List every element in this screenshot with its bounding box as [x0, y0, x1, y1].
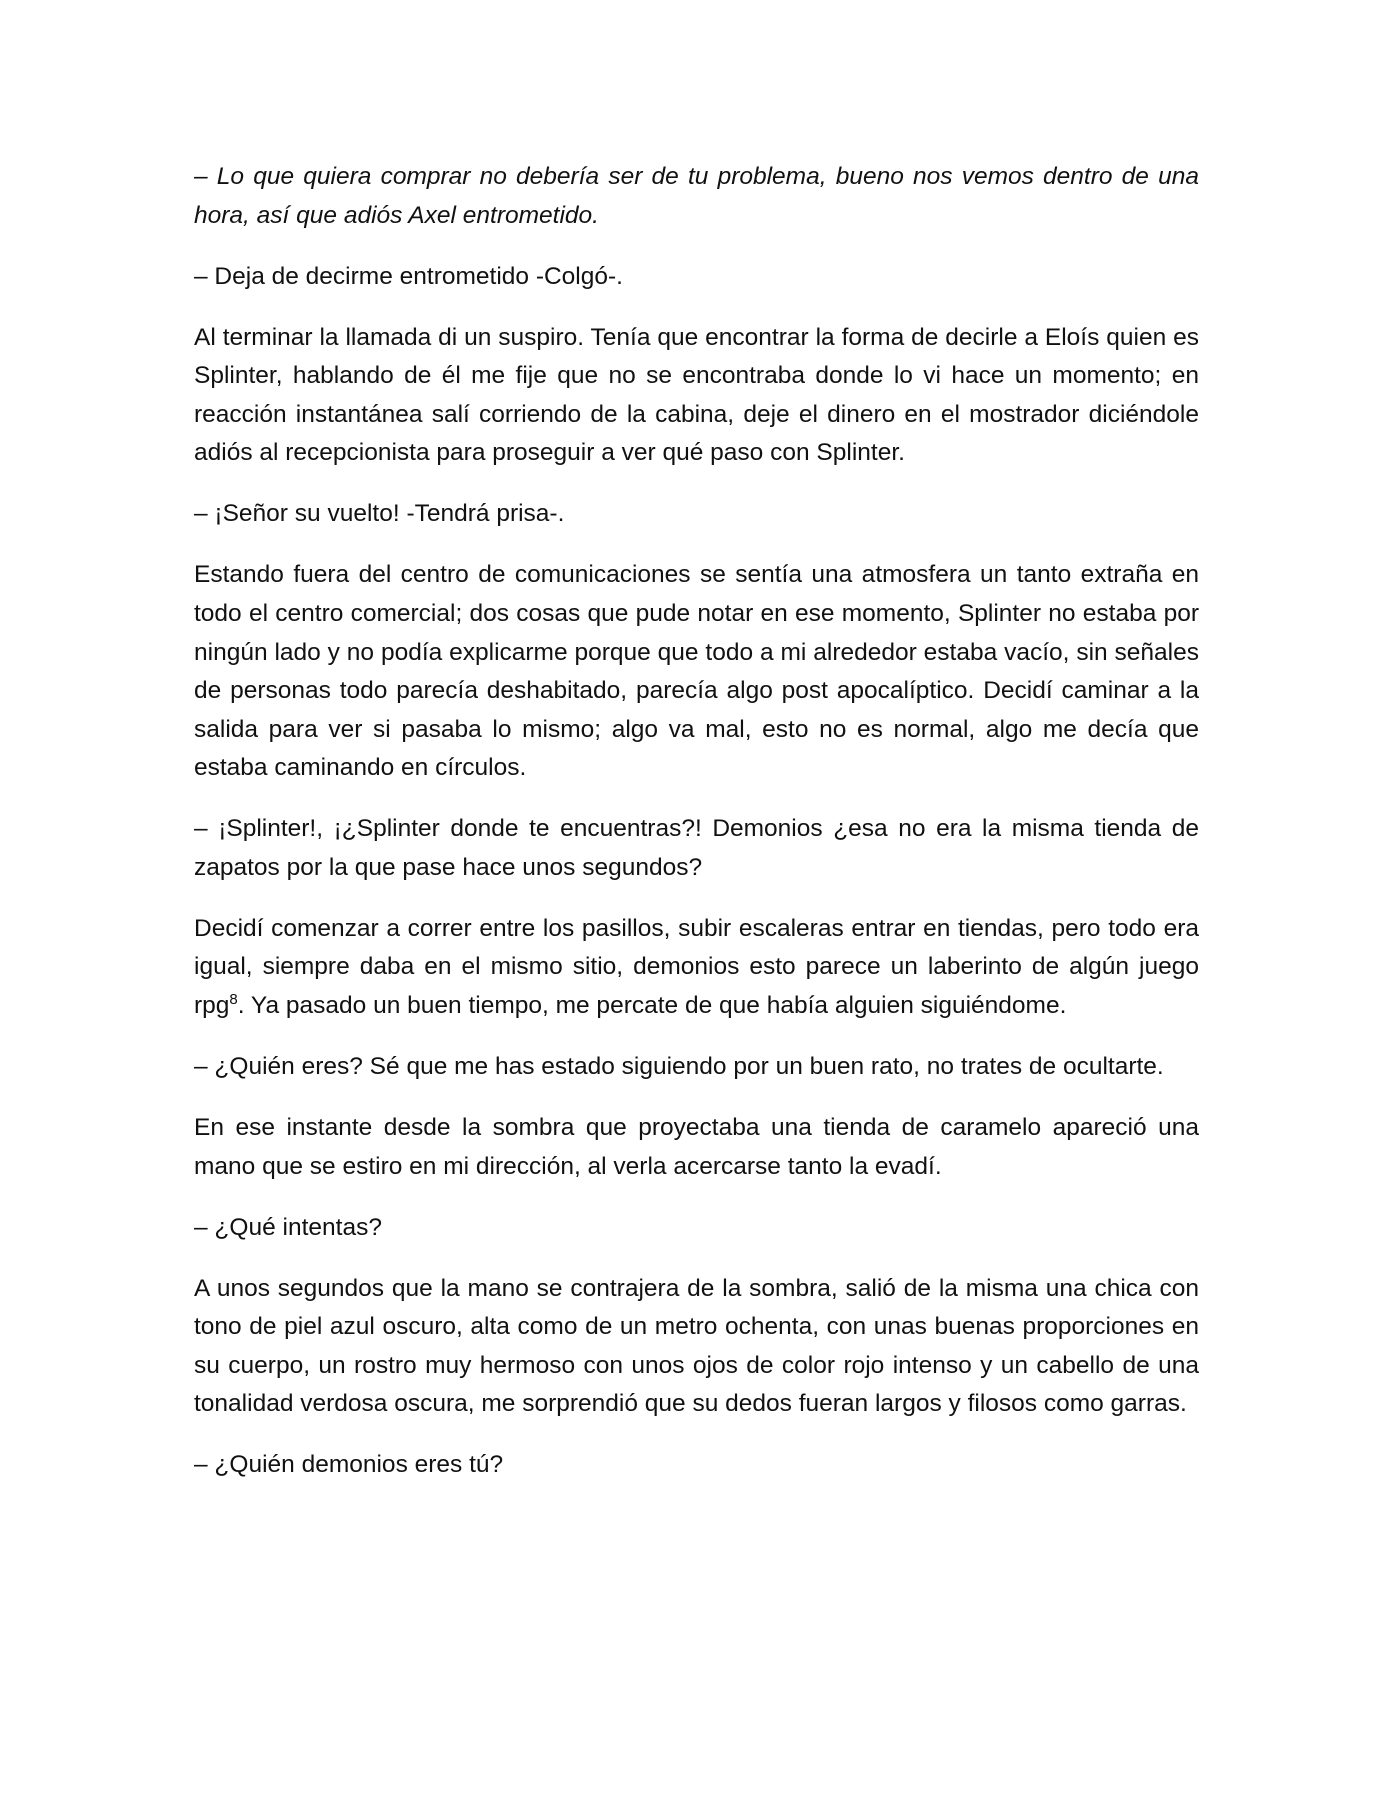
paragraph-narration: Al terminar la llamada di un suspiro. Tenía que encontrar la forma de decirle a Eloís quien es Splinter, hablando de él me fije que no se encontraba donde lo vi hace un momento; en reacción instantánea salí corriendo de la cabina, deje el dinero en el mostrador diciéndole adiós al recepcionista para proseguir a ver qué paso con Splinter. [194, 323, 1199, 467]
paragraph-text: . Ya pasado un buen tiempo, me percate de que había alguien siguiéndome. [237, 992, 1067, 1020]
paragraph-narration: En ese instante desde la sombra que proyectaba una tienda de caramelo apareció una mano que se estiro en mi dirección, al verla acercarse tanto la evadí. [194, 1114, 1199, 1180]
paragraph-narration: A unos segundos que la mano se contrajera de la sombra, salió de la misma una chica con tono de piel azul oscuro, alta como de un metro ochenta, con unas buenas proporciones en su cuerpo, un rostro muy hermoso con unos ojos de color rojo intenso y un cabello de una tonalidad verdosa oscura, me sorprendió que su dedos fueran largos y filosos como garras. [194, 1274, 1199, 1418]
paragraph-dialogue: – ¿Qué intentas? [194, 1213, 382, 1241]
paragraph-dialogue: – ¡Splinter!, ¡¿Splinter donde te encuentras?! Demonios ¿esa no era la misma tienda de zapatos por la que pase hace unos segundos? [194, 815, 1199, 881]
paragraph-dialogue: – Deja de decirme entrometido -Colgó-. [194, 262, 623, 290]
paragraph-dialogue: – ¿Quién eres? Sé que me has estado siguiendo por un buen rato, no trates de ocultarte. [194, 1053, 1164, 1081]
paragraph-narration [194, 910, 1199, 1026]
paragraph-dialogue: – ¡Señor su vuelto! -Tendrá prisa-. [194, 500, 565, 528]
paragraph-dialogue: – ¿Quién demonios eres tú? [194, 1451, 504, 1479]
footnote-reference[interactable]: 8 [229, 990, 238, 1008]
document-page [194, 158, 1199, 1507]
paragraph-text: Decidí comenzar a correr entre los pasillos, subir escaleras entrar en tiendas, pero todo era igual, siempre daba en el mismo sitio, demonios esto parece un laberinto de algún juego rpg [194, 914, 1199, 1020]
paragraph-narration: Estando fuera del centro de comunicaciones se sentía una atmosfera un tanto extraña en todo el centro comercial; dos cosas que pude notar en ese momento, Splinter no estaba por ningún lado y no podía explicarme porque que todo a mi alrededor estaba vacío, sin señales de personas todo parecía deshabitado, parecía algo post apocalíptico. Decidí caminar a la salida para ver si pasaba lo mismo; algo va mal, esto no es normal, algo me decía que estaba caminando en círculos. [194, 561, 1199, 782]
paragraph-dialogue: – Lo que quiera comprar no debería ser de tu problema, bueno nos vemos dentro de una hora, así que adiós Axel entrometido. [194, 163, 1199, 229]
